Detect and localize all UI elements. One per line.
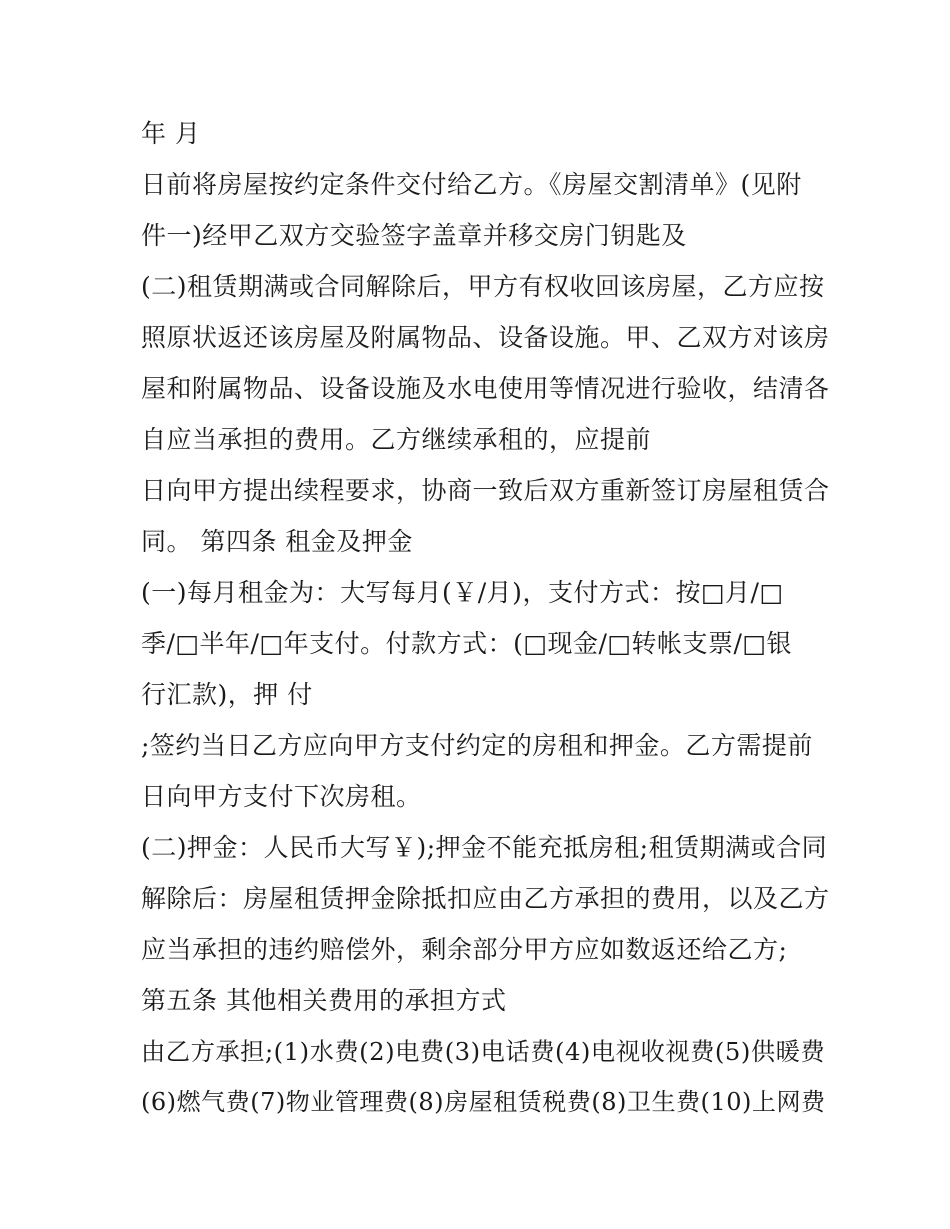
- text-line: 照原状返还该房屋及附属物品、设备设施。甲、乙双方对该房: [141, 323, 830, 352]
- text-line: 解除后：房屋租赁押金除抵扣应由乙方承担的费用，以及乙方: [141, 884, 830, 913]
- text-line: 年 月: [141, 119, 201, 148]
- text-line: (6)燃气费(7)物业管理费(8)房屋租赁税费(8)卫生费(10)上网费: [141, 1088, 826, 1116]
- text-line: (一)每月租金为：大写每月(￥/月)，支付方式：按□月/□: [141, 578, 784, 607]
- text-line: 季/□半年/□年支付。付款方式：(□现金/□转帐支票/□银: [141, 629, 793, 658]
- text-line: 日向甲方提出续程要求，协商一致后双方重新签订房屋租赁合: [141, 476, 830, 505]
- text-line: 应当承担的违约赔偿外，剩余部分甲方应如数返还给乙方;: [141, 935, 788, 964]
- section-heading: 第五条 其他相关费用的承担方式: [141, 986, 507, 1015]
- text-line: 由乙方承担;(1)水费(2)电费(3)电话费(4)电视收视费(5)供暖费: [141, 1037, 826, 1066]
- text-line: 日向甲方支付下次房租。: [141, 782, 422, 811]
- text-line: 件一)经甲乙双方交验签字盖章并移交房门钥匙及: [141, 221, 687, 250]
- text-line: ;签约当日乙方应向甲方支付约定的房租和押金。乙方需提前: [141, 731, 813, 760]
- text-line: (二)租赁期满或合同解除后，甲方有权收回该房屋，乙方应按: [141, 272, 825, 301]
- document-body: [141, 108, 831, 1128]
- text-line: 日前将房屋按约定条件交付给乙方。《房屋交割清单》(见附: [141, 170, 802, 199]
- text-line: 自应当承担的费用。乙方继续承租的，应提前: [141, 425, 652, 454]
- text-line: 行汇款)，押 付: [141, 680, 313, 709]
- text-line: 屋和附属物品、设备设施及水电使用等情况进行验收，结清各: [141, 374, 830, 403]
- text-line: (二)押金：人民币大写￥);押金不能充抵房租;租赁期满或合同: [141, 833, 828, 862]
- section-heading: 同。 第四条 租金及押金: [141, 527, 413, 556]
